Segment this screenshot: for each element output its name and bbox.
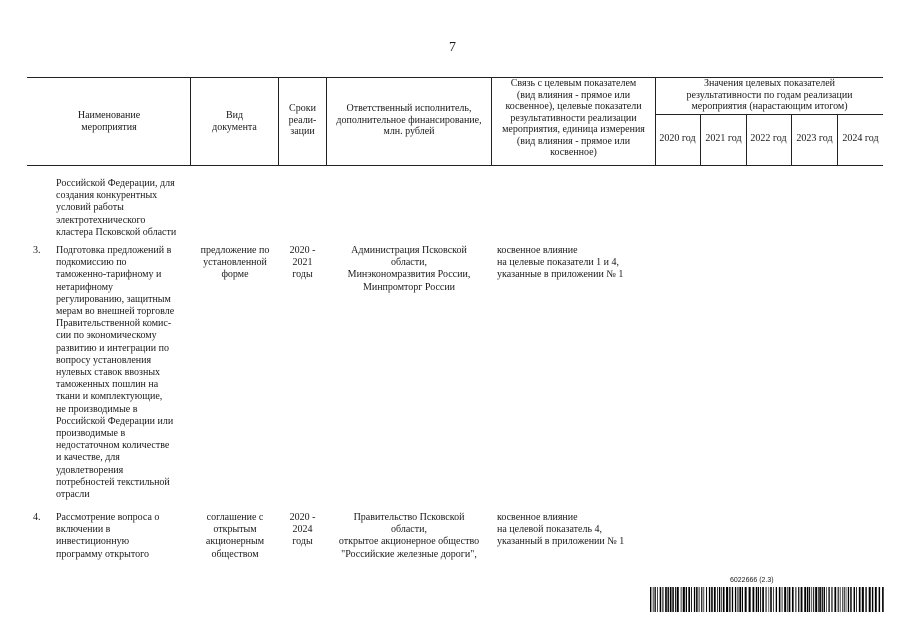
barcode-bar (792, 587, 794, 612)
cell-line: программу открытого (56, 548, 149, 560)
row-3-exec-cell (328, 512, 490, 561)
barcode-bar (742, 587, 743, 612)
barcode-bar (804, 587, 806, 612)
barcode-bar (795, 587, 796, 612)
row-2-doc-cell (192, 245, 278, 282)
cell-line: "Российские железные дороги", (341, 548, 477, 560)
barcode-bar (815, 587, 817, 612)
cell-line: и качестве, для (56, 452, 120, 464)
barcode-bar (838, 587, 839, 612)
barcode-bar (737, 587, 738, 612)
barcode-bar (745, 587, 747, 612)
barcode-bar (773, 587, 774, 612)
barcode-bar (828, 587, 829, 612)
barcode-bar (719, 587, 720, 612)
cell-line: форме (221, 269, 249, 281)
cell-line: кластера Псковской области (56, 226, 177, 238)
barcode-bar (706, 587, 707, 612)
barcode-bar (807, 587, 808, 612)
cell-line: годы (292, 536, 313, 548)
barcode (650, 587, 885, 612)
cell-line: таможенных пошлин на (56, 379, 159, 391)
barcode-bar (879, 587, 880, 612)
header-document-type: Вид документа (212, 110, 257, 133)
cell-line: акционерным (205, 536, 265, 548)
barcode-bar (809, 587, 810, 612)
barcode-bar (813, 587, 814, 612)
cell-line: Минпромторг России (362, 281, 456, 293)
year-2022: 2022 год (750, 133, 787, 144)
cell-line: 2020 - (289, 245, 316, 256)
barcode-bar (735, 587, 736, 612)
barcode-bar (862, 587, 864, 612)
cell-line: электротехнического (56, 214, 146, 226)
barcode-bar (657, 587, 658, 612)
header-indicator-values: Значения целевых показателей результативности по годам реализации мероприятия (нарастающим итогом) (686, 78, 853, 112)
cell-line: создания конкурентных (56, 190, 158, 202)
row-3-link-cell (497, 512, 657, 549)
cell-line: ткани и комплектующие, (56, 391, 163, 403)
barcode-bar (696, 587, 697, 612)
header-name: Наименование мероприятия (77, 110, 141, 133)
cell-line: условий работы (56, 202, 124, 214)
cell-line: годы (292, 269, 313, 281)
year-2021: 2021 год (705, 133, 742, 144)
barcode-bar (787, 587, 788, 612)
barcode-bar (694, 587, 695, 612)
barcode-bar (714, 587, 716, 612)
barcode-bar (729, 587, 730, 612)
cell-line: Российской Федерации или (56, 415, 174, 427)
barcode-bar (686, 587, 687, 612)
year-2023: 2023 год (796, 133, 833, 144)
barcode-bar (699, 587, 700, 612)
barcode-bar (662, 587, 663, 612)
cell-line: вопросу установления (56, 354, 152, 366)
cell-line: области, (391, 257, 427, 269)
cell-line: косвенное влияние (497, 512, 578, 523)
barcode-bar (789, 587, 791, 612)
barcode-number: 6022666 (2.3) (730, 577, 774, 584)
barcode-bar (826, 587, 827, 612)
cell-line: указанный в приложении № 1 (497, 536, 625, 548)
barcode-bar (859, 587, 861, 612)
barcode-bar (675, 587, 676, 612)
cell-line: потребностей текстильной (56, 476, 170, 488)
barcode-bar (811, 587, 812, 612)
cell-line: Минэкономразвития России, (347, 269, 471, 281)
barcode-bar (766, 587, 767, 612)
cell-line: отрасли (56, 489, 90, 501)
cell-line: мерам во внешней торговле (56, 306, 175, 318)
header-terms: Сроки реали- зации (288, 103, 317, 137)
cell-line: нулевых ставок ввозных (56, 367, 161, 379)
cell-line: на целевые показатели 1 и 4, (497, 257, 620, 269)
barcode-bar (749, 587, 751, 612)
cell-line: установленной (203, 257, 267, 269)
barcode-bar (844, 587, 845, 612)
cell-line: недостаточном количестве (56, 440, 170, 452)
barcode-bar (782, 587, 783, 612)
row-2-num-cell: 3. (33, 245, 41, 256)
cell-line: предложение по (200, 245, 270, 256)
barcode-bar (842, 587, 843, 612)
row-3-name-cell (56, 512, 190, 561)
row-1-name-cell (56, 178, 190, 239)
cell-line: указанные в приложении № 1 (497, 269, 624, 281)
barcode-bar (711, 587, 713, 612)
barcode-bar (776, 587, 777, 612)
barcode-bar (784, 587, 786, 612)
cell-line: на целевой показатель 4, (497, 524, 602, 536)
barcode-bar (854, 587, 855, 612)
cell-line: подкомиссию по (56, 257, 127, 269)
barcode-bar (681, 587, 682, 612)
barcode-bar (670, 587, 672, 612)
barcode-bar (875, 587, 877, 612)
header-executor: Ответственный исполнитель, дополнительное финансирование, млн. рублей (336, 103, 482, 137)
cell-line: 2020 - (289, 512, 316, 523)
page-number: 7 (449, 40, 456, 55)
cell-line: соглашение с (206, 512, 264, 523)
barcode-bar (798, 587, 799, 612)
barcode-bar (701, 587, 702, 612)
cell-line: развитию и интеграции по (56, 342, 169, 354)
row-2-exec-cell (328, 245, 490, 294)
cell-line: Правительство Псковской (353, 512, 465, 523)
barcode-bar (752, 587, 754, 612)
barcode-bar (717, 587, 718, 612)
cell-line: производимые в (56, 428, 126, 440)
years-subheader-rule (655, 114, 883, 115)
barcode-bar (840, 587, 841, 612)
barcode-bar (665, 587, 667, 612)
barcode-bar (819, 587, 821, 612)
cell-line: 2024 (292, 524, 313, 536)
barcode-bar (846, 587, 847, 612)
barcode-bar (723, 587, 725, 612)
barcode-bar (677, 587, 679, 612)
row-2-name-cell (56, 245, 190, 501)
cell-line: включении в (56, 524, 111, 536)
barcode-bar (869, 587, 871, 612)
barcode-bar (672, 587, 674, 612)
barcode-bar (653, 587, 654, 612)
barcode-bar (655, 587, 656, 612)
cell-line: Рассмотрение вопроса о (56, 512, 160, 523)
cell-line: обществом (211, 548, 259, 560)
cell-line: области, (391, 524, 427, 536)
barcode-bar (850, 587, 851, 612)
header-indicator-link: Связь с целевым показателем (вид влияния - прямое или косвенное), целевые показатели результативности реализации мероприятия, единица измерения (вид влияния - прямое или косвенное) (502, 78, 645, 158)
cell-line: Администрация Псковской (351, 245, 467, 256)
barcode-bar (848, 587, 849, 612)
barcode-bar (762, 587, 764, 612)
cell-line: Подготовка предложений в (56, 245, 172, 256)
table-header-bottom-rule (27, 165, 883, 166)
cell-line: открытым (213, 524, 257, 536)
barcode-bar (756, 587, 757, 612)
cell-line: открытое акционерное общество (338, 536, 480, 548)
row-3-doc-cell (192, 512, 278, 561)
cell-line: Российской Федерации, для (56, 178, 175, 189)
barcode-bar (824, 587, 825, 612)
barcode-bar (779, 587, 781, 612)
row-3-terms-cell (279, 512, 326, 549)
barcode-bar (818, 587, 819, 612)
barcode-bar (865, 587, 866, 612)
cell-line: удовлетворения (56, 464, 124, 476)
cell-line: Правительственной комис- (56, 318, 172, 330)
barcode-bar (691, 587, 692, 612)
cell-line: косвенное влияние (497, 245, 578, 256)
barcode-bar (668, 587, 669, 612)
barcode-bar (683, 587, 685, 612)
barcode-bar (800, 587, 801, 612)
cell-line: 2021 (292, 257, 313, 269)
row-2-link-cell (497, 245, 657, 282)
barcode-bar (882, 587, 884, 612)
barcode-bar (856, 587, 857, 612)
barcode-bar (801, 587, 802, 612)
barcode-bar (732, 587, 733, 612)
barcode-bar (822, 587, 823, 612)
barcode-bar (650, 587, 651, 612)
row-3-num-cell: 4. (33, 512, 41, 523)
row-2-terms-cell (279, 245, 326, 282)
cell-line: регулированию, защитным (56, 293, 171, 305)
barcode-bar (758, 587, 759, 612)
barcode-bar (709, 587, 710, 612)
barcode-bar (688, 587, 690, 612)
cell-line: не производимые в (56, 403, 138, 415)
cell-line: инвестиционную (56, 536, 130, 548)
cell-line: сии по экономическому (56, 330, 157, 342)
barcode-bar (831, 587, 832, 612)
barcode-bar (770, 587, 772, 612)
cell-line: нетарифному (56, 281, 114, 293)
barcode-bar (739, 587, 741, 612)
barcode-bar (703, 587, 704, 612)
barcode-bar (726, 587, 728, 612)
barcode-bar (721, 587, 722, 612)
year-2024: 2024 год (842, 133, 879, 144)
cell-line: таможенно-тарифному и (56, 269, 162, 281)
barcode-bar (760, 587, 761, 612)
barcode-bar (769, 587, 770, 612)
year-2020: 2020 год (659, 133, 696, 144)
barcode-bar (872, 587, 873, 612)
barcode-bar (660, 587, 662, 612)
barcode-bar (834, 587, 836, 612)
